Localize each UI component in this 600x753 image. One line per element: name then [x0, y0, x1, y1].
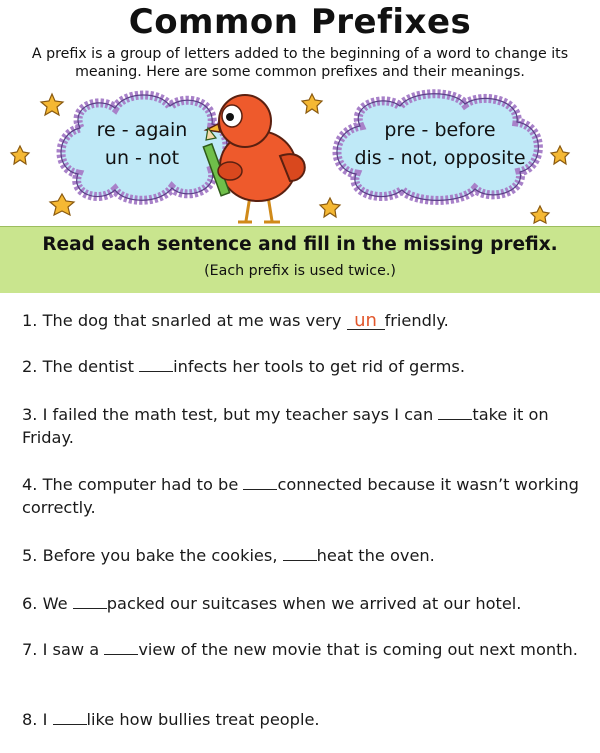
star-icon — [302, 94, 322, 113]
star-icon — [320, 198, 340, 217]
question-8: 8. I like how bullies treat people. — [22, 710, 320, 729]
page-title: Common Prefixes — [128, 2, 472, 42]
star-icon — [11, 146, 29, 164]
prefix-dis: dis - not, opposite — [354, 147, 526, 169]
instructions-subtitle: (Each prefix is used twice.) — [204, 263, 396, 279]
answer-blank[interactable] — [53, 724, 87, 725]
question-3: 3. I failed the math test, but my teacher says I can take it on Friday. — [22, 405, 549, 447]
star-icon — [531, 206, 549, 223]
instructions-title: Read each sentence and fill in the missing prefix. — [42, 234, 558, 255]
answer-blank[interactable] — [438, 419, 472, 420]
question-1: 1. The dog that snarled at me was very un friendly. — [22, 310, 449, 331]
question-6: 6. We packed our suitcases when we arrived at our hotel. — [22, 594, 522, 613]
answer-blank[interactable]: un — [347, 313, 385, 330]
intro-text: A prefix is a group of letters added to the beginning of a word to change its meaning. Here are some common prefixes and their meanings. — [31, 46, 569, 80]
question-4: 4. The computer had to be connected because it wasn’t working correctly. — [22, 475, 579, 517]
prefix-un: un - not — [104, 147, 180, 169]
answer-blank[interactable] — [243, 489, 277, 490]
question-5: 5. Before you bake the cookies, heat the oven. — [22, 546, 435, 565]
instructions-band — [0, 226, 600, 293]
star-icon — [41, 94, 63, 115]
cloud-right-text — [345, 116, 535, 172]
answer-blank[interactable] — [283, 560, 317, 561]
answer-blank[interactable] — [139, 371, 173, 372]
answer-blank[interactable] — [104, 654, 138, 655]
prefix-pre: pre - before — [384, 119, 496, 141]
illustration — [0, 86, 600, 226]
question-7: 7. I saw a view of the new movie that is coming out next month. — [22, 640, 578, 659]
answer-blank[interactable] — [73, 608, 107, 609]
prefix-re: re - again — [96, 119, 188, 141]
question-2: 2. The dentist infects her tools to get rid of germs. — [22, 357, 465, 376]
star-icon — [50, 194, 74, 215]
star-icon — [551, 146, 569, 164]
cloud-left-text — [82, 116, 202, 172]
